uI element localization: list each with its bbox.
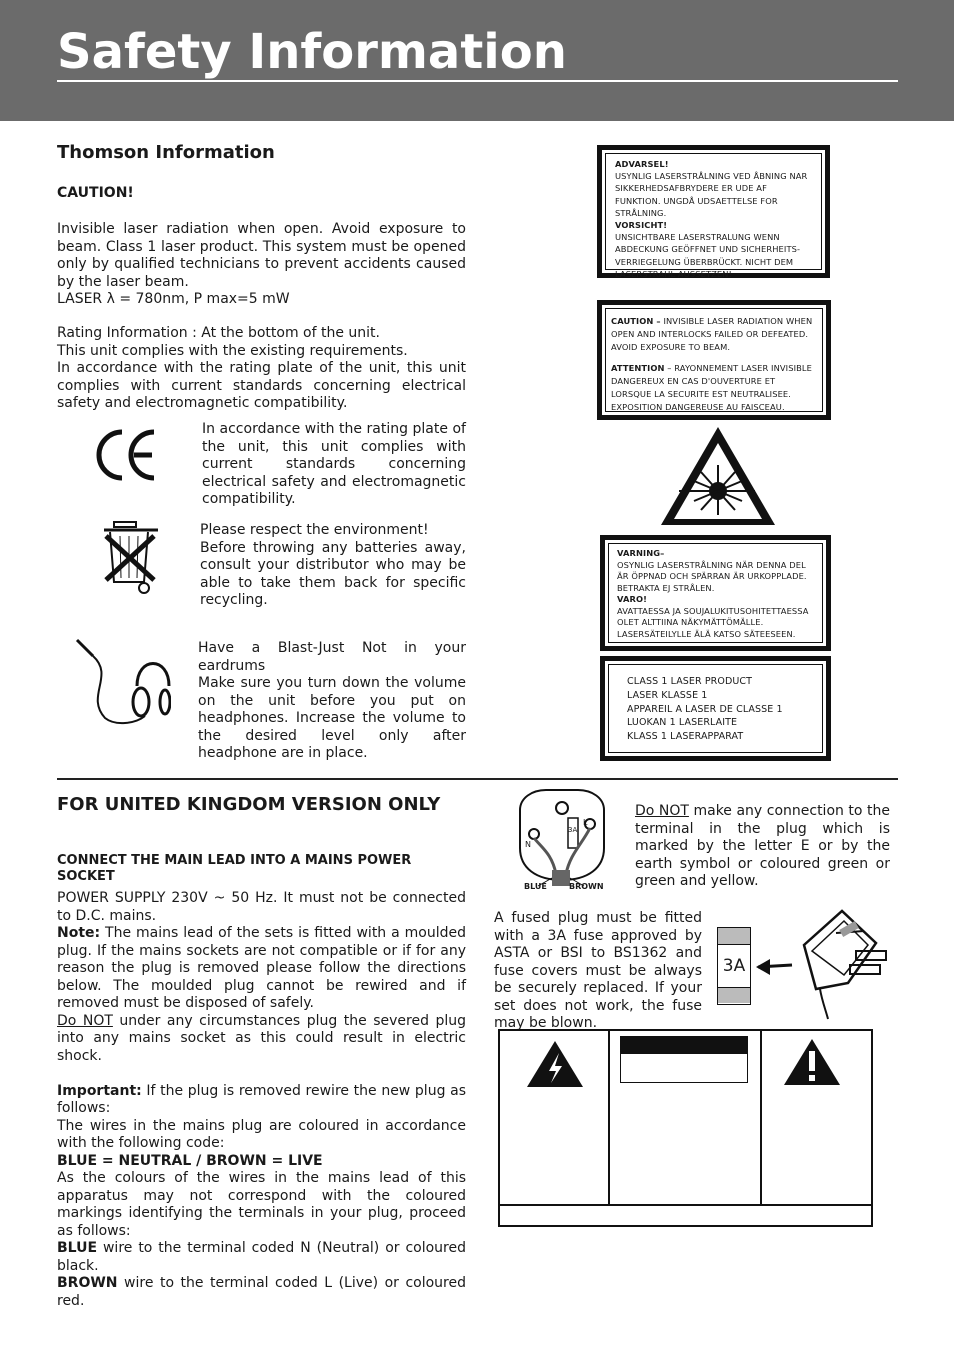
ce-mark-icon — [94, 426, 158, 484]
thomson-heading: Thomson Information — [57, 142, 275, 163]
page-header — [0, 0, 954, 121]
class-line-5: KLASS 1 LASERAPPARAT — [627, 731, 744, 743]
colours-text: As the colours of the wires in the mains lead of this apparatus may not correspond with the coloured markings identifying the terminals in your plug, proceed as follows: — [57, 1170, 466, 1239]
attention-title: ATTENTION — [611, 363, 665, 374]
headphone-line-2: Make sure you turn down the volume on the unit before you put on headphones. Increase the volume to the desired level only after headphone are in place. — [198, 675, 466, 761]
brown-wire-label: BROWN — [569, 882, 604, 891]
german-title: VORSICHT! — [615, 220, 668, 231]
plug-fuse-label: 3A — [568, 826, 578, 834]
varo-text: AVATTAESSA JA SOUJALUKITUSOHITETTAESSA OLET ALTTIINA NÄKYMÄTTÖMÄLLE. LASERSÄTEILYLLE ÄLÄ KATSO SÄTEESEEN. — [617, 605, 809, 639]
donot-label: Do NOT — [57, 1012, 113, 1029]
fuse-illustration — [717, 927, 751, 1005]
electric-shock-icon — [525, 1039, 585, 1089]
headphone-text — [198, 640, 466, 763]
uk-heading: FOR UNITED KINGDOM VERSION ONLY — [57, 794, 441, 815]
caution-label-title: CAUTION – — [611, 316, 661, 326]
important-label: Important: — [57, 1082, 142, 1099]
plug-wiring-diagram — [512, 788, 612, 894]
earth-warning — [635, 803, 890, 891]
brown-paragraph — [57, 1275, 466, 1310]
varning-title: VARNING– — [617, 548, 665, 558]
important-paragraph — [57, 1083, 466, 1118]
table-row-divider — [500, 1204, 871, 1206]
caution-text — [57, 221, 466, 309]
caution-paragraph: Invisible laser radiation when open. Avoid exposure to beam. Class 1 laser product. This system must be opened only by qualified technicians to prevent accidents caused by the laser beam. — [57, 221, 466, 290]
rating-line-2: This unit complies with the existing requirements. — [57, 342, 408, 359]
note-text: The mains lead of the sets is fitted with a moulded plug. If the mains sockets are not compatible or if for any reason the plug is removed please follow the directions below. The moulded plug cannot be rewired and if removed must be disposed of safely. — [57, 925, 466, 1011]
ce-text: In accordance with the rating plate of the unit, this unit complies with current standards concerning electrical safety and electromagnetic compatibility. — [202, 421, 466, 507]
rating-line-1: Rating Information : At the bottom of the unit. — [57, 325, 380, 341]
class-line-2: LASER KLASSE 1 — [627, 689, 708, 701]
fuse-rating: 3A — [722, 956, 746, 976]
class-1-laser-label — [600, 656, 831, 761]
wires-text: The wires in the mains plug are coloured in accordance with the following code: — [57, 1117, 466, 1151]
power-text: POWER SUPPLY 230V ~ 50 Hz. It must not be connected to D.C. mains. — [57, 890, 466, 924]
varning-text: OSYNLIG LASERSTRÅLNING NÄR DENNA DEL ÄR ÖPPNAD OCH SPÄRRAN ÄR URKOPPLADE. BETRAKTA EJ STRÅLEN. — [617, 559, 807, 593]
brown-text: wire to the terminal coded L (Live) or coloured red. — [57, 1275, 466, 1309]
table-column-divider-1 — [608, 1031, 610, 1206]
uk-instructions — [57, 890, 466, 1310]
brown-label: BROWN — [57, 1275, 118, 1291]
danish-text: USYNLIG LASERSTRÅLNING VED ÅBNING NAR SIKKERHEDSAFBRYDERE ER UDE AF FUNKTION. UNGDÅ UDSAETTELSE FOR STRÅLNING. — [615, 171, 808, 218]
donot-paragraph — [57, 1013, 466, 1066]
section-divider — [57, 778, 898, 780]
plug-neutral-label: N — [525, 840, 531, 849]
environment-text — [200, 522, 466, 610]
danish-title: ADVARSEL! — [615, 159, 669, 169]
table-column-divider-2 — [760, 1031, 762, 1206]
important-text: If the plug is removed rewire the new plug as follows: — [57, 1082, 466, 1116]
german-text: UNSICHTBARE LASERSTRALUNG WENN ABDECKUNG GEÖFFNET UND SICHERHEITS-VERRIEGELUNG ÜBERBRÜCKT. NICHT DEM LASERSTRAHL AUSSETZEN! — [615, 232, 801, 279]
laser-spec: LASER λ = 780nm, P max=5 mW — [57, 291, 290, 307]
note-paragraph — [57, 925, 466, 1013]
rating-line-3: In accordance with the rating plate of the unit, this unit complies with current standards concerning electrical safety and electromagnetic compatibility. — [57, 360, 466, 411]
headphones-icon — [75, 636, 171, 728]
headphone-line-1: Have a Blast-Just Not in your eardrums — [198, 640, 466, 674]
colour-code: BLUE = NEUTRAL / BROWN = LIVE — [57, 1152, 323, 1169]
fused-plug-icon — [756, 905, 896, 1021]
exclamation-warning-icon — [782, 1037, 842, 1087]
earth-text: make any connection to the terminal in the plug which is marked by the letter E or by the earth symbol or coloured green or green and yellow. — [635, 803, 890, 889]
attention-text: – RAYONNEMENT LASER INVISIBLE DANGEREUX EN CAS D'OUVERTURE ET LORSQUE LA SECURITE EST NEUTRALISEE. EXPOSITION DANGEREUSE AU FAISCEAU. — [611, 363, 813, 412]
crossed-bin-icon — [100, 518, 162, 596]
warning-label-swedish-finnish — [600, 535, 831, 651]
plug-live-label: L — [583, 818, 588, 827]
caution-label-text: INVISIBLE LASER RADIATION WHEN OPEN AND INTERLOCKS FAILED OR DEFEATED. AVOID EXPOSURE TO BEAM. — [611, 316, 813, 352]
earth-donot-label: Do NOT — [635, 803, 689, 819]
warning-label-danish-german — [597, 145, 830, 278]
class-line-1: CLASS 1 LASER PRODUCT — [627, 676, 753, 687]
blue-text: wire to the terminal coded N (Neutral) or coloured black. — [57, 1240, 466, 1274]
environment-line-1: Please respect the environment! — [200, 522, 429, 538]
laser-hazard-icon — [659, 425, 777, 527]
donot-text: under any circumstances plug the severed plug into any mains socket as this could result in electric shock. — [57, 1012, 466, 1064]
warning-table — [498, 1029, 873, 1227]
environment-line-2: Before throwing any batteries away, consult your distributor who may be able to take them back for specific recycling. — [200, 539, 466, 608]
connect-heading: CONNECT THE MAIN LEAD INTO A MAINS POWER SOCKET — [57, 853, 412, 884]
class-line-3: APPAREIL A LASER DE CLASSE 1 — [627, 703, 783, 715]
caution-banner — [620, 1036, 748, 1083]
fuse-text: A fused plug must be fitted with a 3A fuse approved by ASTA or BSI to BS1362 and fuse covers must be always be securely replaced. If your set does not work, the fuse may be blown. — [494, 910, 702, 1031]
rating-text — [57, 325, 466, 413]
varo-title: VARO! — [617, 594, 648, 604]
warning-label-english-french — [597, 300, 831, 420]
caution-heading: CAUTION! — [57, 185, 134, 201]
blue-label: BLUE — [57, 1240, 98, 1256]
page-title: Safety Information — [57, 24, 567, 80]
blue-paragraph — [57, 1240, 466, 1275]
header-rule — [57, 80, 898, 82]
blue-wire-label: BLUE — [524, 882, 547, 891]
class-line-4: LUOKAN 1 LASERLAITE — [627, 717, 738, 729]
note-label: Note: — [57, 925, 101, 941]
